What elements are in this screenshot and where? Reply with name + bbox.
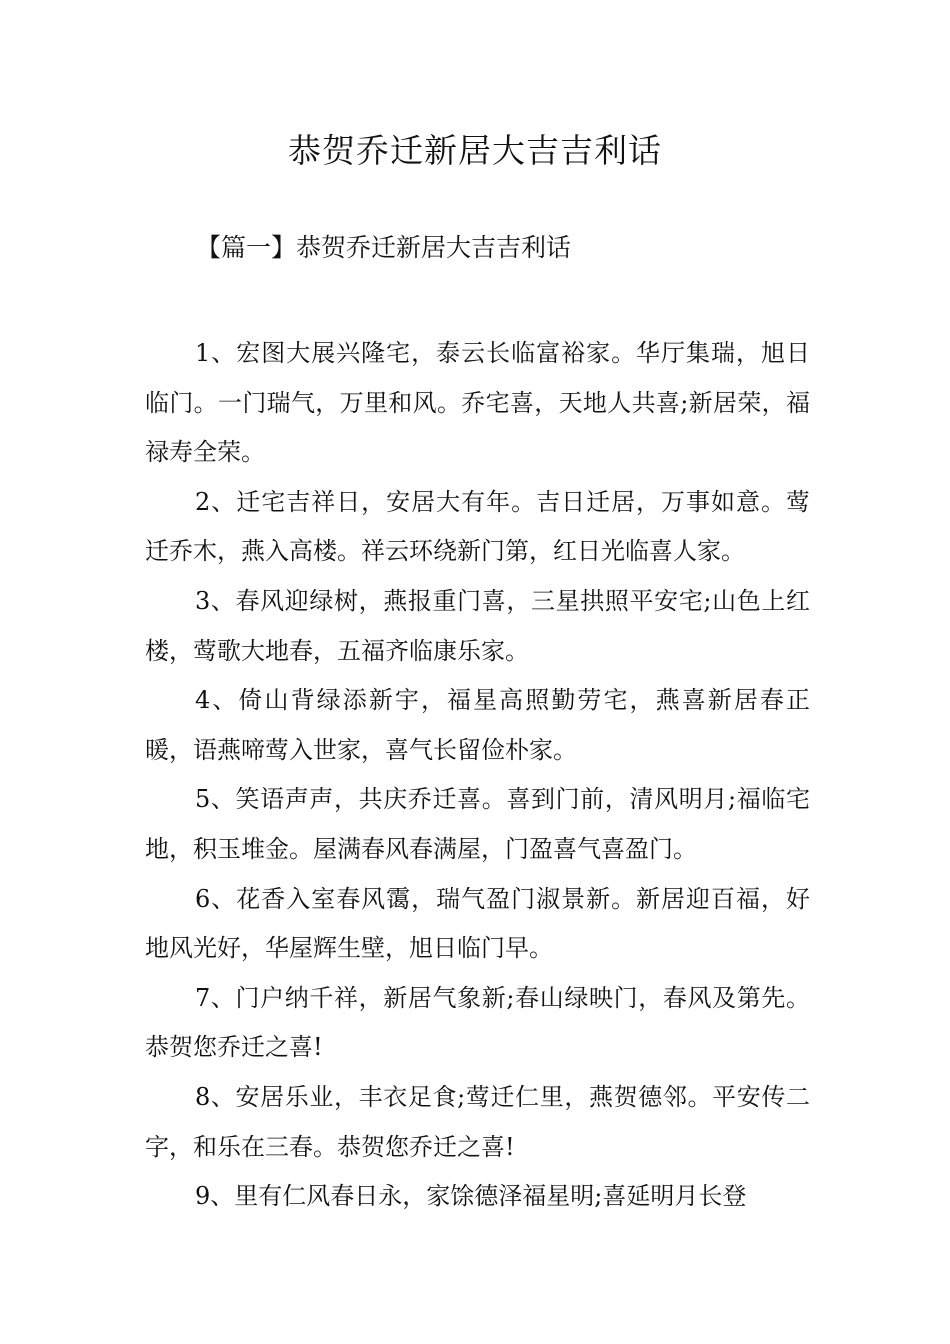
document-title: 恭贺乔迁新居大吉吉利话 [288,131,662,170]
paragraph-7: 7、门户纳千祥，新居气象新;春山绿映门，春风及第先。恭贺您乔迁之喜! [145,983,810,1062]
paragraph-2: 2、迁宅吉祥日，安居大有年。吉日迁居，万事如意。莺迁乔木，燕入高楼。祥云环绕新门第，红日光临喜人家。 [145,487,810,566]
document-body [145,329,810,1222]
paragraph-5: 5、笑语声声，共庆乔迁喜。喜到门前，清风明月;福临宅地，积玉堆金。屋满春风春满屋，门盈喜气喜盈门。 [145,785,810,863]
paragraph-1: 1、宏图大展兴隆宅，泰云长临富裕家。华厅集瑞，旭日临门。一门瑞气，万里和风。乔宅喜，天地人共喜;新居荣，福禄寿全荣。 [145,339,810,467]
paragraph-6: 6、花香入室春风霭，瑞气盈门淑景新。新居迎百福，好地风光好，华屋辉生壁，旭日临门早。 [145,884,810,963]
paragraph-3: 3、春风迎绿树，燕报重门喜，三星拱照平安宅;山色上红楼，莺歌大地春，五福齐临康乐家。 [145,586,810,665]
paragraph-4: 4、倚山背绿添新宇，福星高照勤劳宅，燕喜新居春正暖，语燕啼莺入世家，喜气长留俭朴家。 [145,686,810,764]
section-heading: 【篇一】恭贺乔迁新居大吉吉利话 [196,233,572,262]
paragraph-8: 8、安居乐业，丰衣足食;莺迁仁里，燕贺德邻。平安传二字，和乐在三春。恭贺您乔迁之喜! [145,1082,810,1161]
paragraph-9: 9、里有仁风春日永，家馀德泽福星明;喜延明月长登 [195,1182,747,1211]
